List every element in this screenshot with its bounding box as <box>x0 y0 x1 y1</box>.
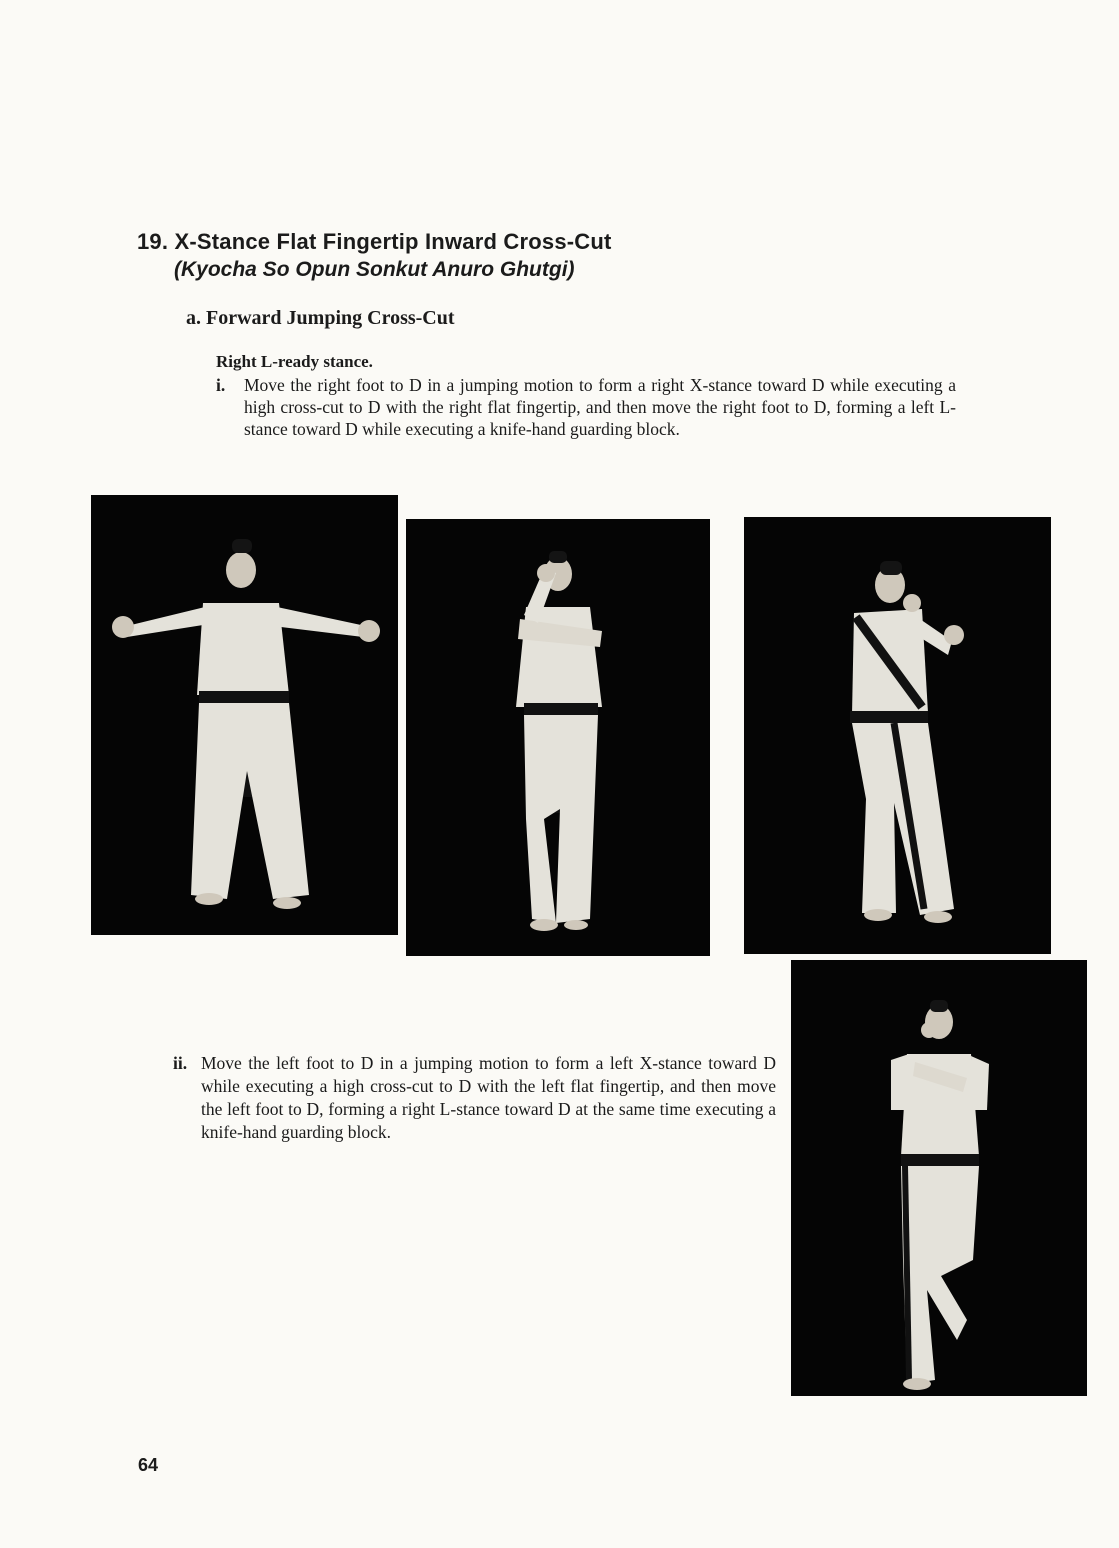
ready-stance-text: Right L-ready stance. <box>216 352 373 371</box>
step-i <box>216 374 956 440</box>
section-title: 19. X-Stance Flat Fingertip Inward Cross-Cut <box>137 229 612 254</box>
figure-l-stance-guarding-block <box>744 517 1051 954</box>
photo-ready-stance <box>91 495 398 935</box>
step-i-text: Move the right foot to D in a jumping motion to form a right X-stance toward D while executing a high cross-cut to D with the right flat fingertip, and then move the right foot to D, forming a left L-stance toward D while executing a knife-hand guarding block. <box>244 375 956 439</box>
figure-ready-stance <box>91 495 398 935</box>
photo-left-x-stance-cross-cut <box>791 960 1087 1396</box>
page-number: 64 <box>138 1455 159 1475</box>
section-korean-name: (Kyocha So Opun Sonkut Anuro Ghutgi) <box>174 258 575 281</box>
subsection-title: a. Forward Jumping Cross-Cut <box>186 307 455 329</box>
step-ii <box>173 1052 776 1144</box>
step-ii-text: Move the left foot to D in a jumping motion to form a left X-stance toward D while executing a high cross-cut to D with the left flat fingertip, and then move the left foot to D, forming a right L-stance toward D at the same time executing a knife-hand guarding block. <box>201 1053 776 1142</box>
figure-left-x-stance-cross-cut <box>791 960 1087 1396</box>
photo-x-stance-cross-cut <box>406 519 710 956</box>
step-ii-label: ii. <box>173 1053 188 1073</box>
step-i-label: i. <box>216 375 226 395</box>
figure-x-stance-cross-cut <box>406 519 710 956</box>
photo-l-stance-guarding-block <box>744 517 1051 954</box>
